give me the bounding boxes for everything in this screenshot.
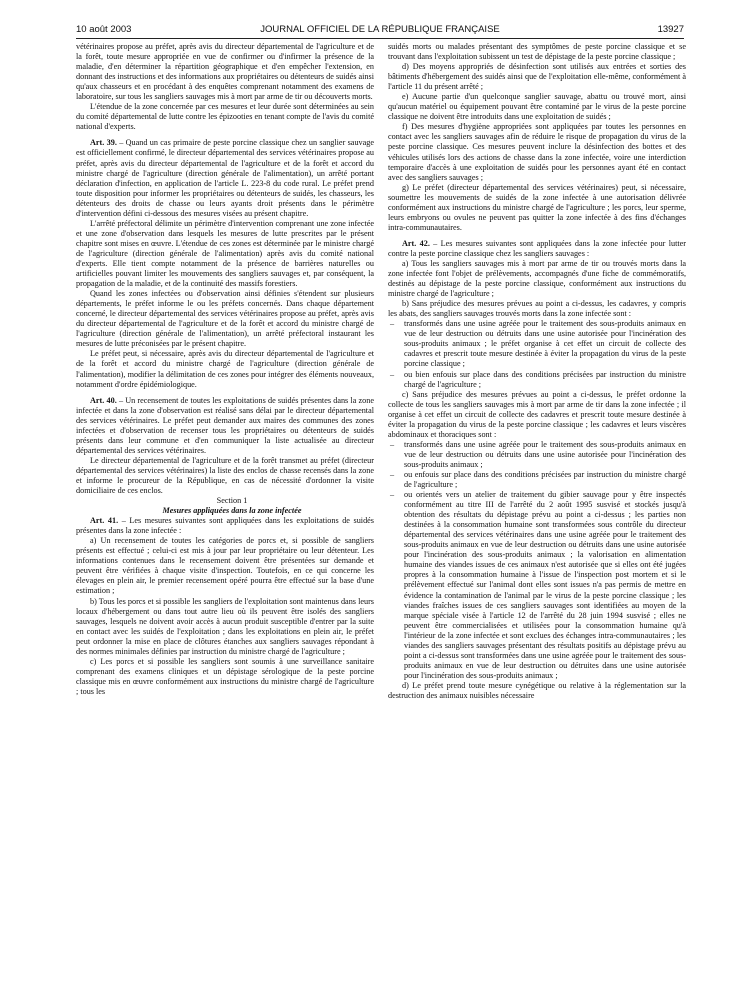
paragraph: L'étendue de la zone concernée par ces mesures et leur durée sont déterminées au sein du comité départemental de lutte contre les épizooties en tenant compte de l'avis du comité national d'experts. (76, 102, 374, 132)
journal-title: JOURNAL OFFICIEL DE LA RÉPUBLIQUE FRANÇAISE (260, 24, 500, 35)
header-rule (76, 38, 684, 39)
paragraph: b) Sans préjudice des mesures prévues au point a ci-dessus, les cadavres, y compris les abats, des sangliers sauvages trouvés morts dans la zone infectée sont : (388, 299, 686, 319)
left-column (76, 42, 374, 977)
article-text: – Un recensement de toutes les exploitations de suidés présentes dans la zone infectée et dans la zone d'observation est réalisé sans délai par le directeur départemental des services vétérinaires. Le préfet peut demander aux maires des communes des zones infectées et d'observation de recenser tous les propriétaires ou détenteurs de suidés présents dans leur commune et d'en communiquer la liste actualisée au directeur départemental des services vétérinaires. (76, 395, 374, 455)
paragraph: Quand les zones infectées ou d'observation ainsi définies s'étendent sur plusieurs départements, le préfet informe le ou les préfets concernés. Dans chaque département concerné, le directeur départemental des services vétérinaires propose au préfet, après avis du directeur départemental de l'agriculture et de la forêt et accord du ministre chargé de l'agriculture (direction générale de l'alimentation), un arrêté préfectoral instaurant les mesures de lutte préconisées par le présent chapitre. (76, 289, 374, 349)
list-item: – transformés dans une usine agréée pour le traitement des sous-produits animaux en vue de leur destruction ou détruits dans une usine autorisée pour l'incinération des sous-produits animaux ; le préfet organise à cet effet un circuit de collecte des cadavres et prescrit toute mesure destinée à éviter la propagation du virus de la peste porcine classique ; (388, 319, 686, 369)
article-label: Art. 41. (90, 516, 119, 526)
article-40 (76, 396, 374, 456)
article-label: Art. 39. (90, 138, 117, 148)
paragraph: d) Des moyens appropriés de désinfection sont utilisés aux entrées et sorties des bâtiments d'hébergement des suidés ainsi que de l'exploitation elle-même, conformément à l'article 11 du présent arrêté ; (388, 62, 686, 92)
article-41 (76, 516, 374, 536)
article-39 (76, 138, 374, 218)
list-item: – transformés dans une usine agréée pour le traitement des sous-produits animaux en vue de leur destruction ou détruits dans une usine autorisée pour l'incinération des sous-produits animaux ; (388, 440, 686, 470)
section-title: Section 1 (216, 496, 248, 506)
article-label: Art. 40. (90, 395, 117, 405)
section-subtitle: Mesures appliquées dans la zone infectée (162, 506, 302, 516)
paragraph: vétérinaires propose au préfet, après avis du directeur départemental de l'agriculture et de la forêt, toute mesure appropriée en vue de confirmer ou d'infirmer la présence de la maladie, d'en déterminer la répartition géographique et d'en empêcher l'extension, en donnant des instructions et des informations aux propriétaires ou détenteurs de suidés ainsi qu'aux chasseurs et en procédant à des enquêtes comprenant notamment des examens de laboratoire, sur tous les sangliers sauvages mis à mort par arme de tir ou découverts morts. (76, 42, 374, 102)
paragraph: c) Les porcs et si possible les sangliers sont soumis à une surveillance sanitaire comprenant des examens cliniques et un dépistage sérologique de la peste porcine classique mis en œuvre conformément aux instructions du ministre chargé de l'agriculture ; tous les (76, 656, 374, 696)
page-header (76, 24, 684, 38)
paragraph: c) Sans préjudice des mesures prévues au point a ci-dessus, le préfet ordonne la collecte de tous les sangliers sauvages mis à mort par arme de tir dans la zone infectée ; il organise à cet effet un circuit de collecte des cadavres et prescrit toute mesure destinée à éviter la propagation du virus de la peste porcine classique ; les cadavres et leurs viscères abdominaux et thoraciques sont : (388, 389, 686, 439)
paragraph: g) Le préfet (directeur départemental des services vétérinaires) peut, si nécessaire, soumettre les mouvements de suidés de la zone infectée à une autorisation délivrée conformément aux instructions du ministre chargé de l'agriculture ; les porcs, leur sperme, leurs embryons ou ovules ne peuvent pas quitter la zone infectée à des fins d'échanges intra-communautaires. (388, 182, 686, 232)
right-column (388, 42, 686, 977)
article-text: – Les mesures suivantes sont appliquées dans les exploitations de suidés présentes dans la zone infectée : (76, 516, 374, 536)
paragraph: a) Un recensement de toutes les catégories de porcs et, si possible de sangliers présents est effectué ; celui-ci est mis à jour par leur propriétaire ou leur détenteur. Les informations contenues dans le recensement doivent être présentées sur demande et peuvent être vérifiées à chaque visite d'inspection. Toutefois, en ce qui concerne les élevages en plein air, le premier recensement opéré pourra être effectué sur la base d'une estimation ; (76, 536, 374, 596)
paragraph: Le directeur départemental de l'agriculture et de la forêt transmet au préfet (directeur départemental des services vétérinaires) la liste des enclos de chasse recensés dans la zone et informe le procureur de la République, en cas de nécessité d'ordonner la visite domiciliaire de ces enclos. (76, 455, 374, 496)
dash-list (388, 319, 686, 389)
paragraph: a) Tous les sangliers sauvages mis à mort par arme de tir ou trouvés morts dans la zone infectée font l'objet de prélèvements, accompagnés d'une fiche de commémoratifs, destinés au dépistage de la peste porcine classique, conformément aux instructions du ministre chargé de l'agriculture ; (388, 258, 686, 299)
paragraph: d) Le préfet prend toute mesure cynégétique ou relative à la réglementation sur la destruction des animaux nuisibles nécessaire (388, 680, 686, 700)
page-number: 13927 (657, 24, 684, 35)
article-text: – Quand un cas primaire de peste porcine classique chez un sanglier sauvage est officiellement confirmé, le directeur départemental des services vétérinaires propose au préfet, après avis du directeur départemental de l'agriculture et de la forêt et accord du ministre chargé de l'agriculture (direction générale de l'alimentation), un arrêté portant déclaration d'infection, en application de l'article L. 223-8 du code rural. Le préfet prend toute disposition pour informer les propriétaires ou détenteurs de suidés, les chasseurs, les détenteurs des droits de chasse ou leurs ayants droit présents dans le périmètre d'intervention défini ci-dessous des mesures visées au présent chapitre. (76, 138, 374, 218)
paragraph: f) Des mesures d'hygiène appropriées sont appliquées par toutes les personnes en contact avec les sangliers sauvages afin de réduire le risque de propagation du virus de la peste porcine classique. Ces mesures peuvent inclure la désinfection des bottes et des véhicules utilisés lors des actions de chasse dans la zone infectée, voire une interdiction temporaire d'accès à une exploitation de suidés pour les personnes ayant été en contact avec des sangliers sauvages ; (388, 122, 686, 182)
paragraph: L'arrêté préfectoral délimite un périmètre d'intervention comprenant une zone infectée et une zone d'observation dans lesquels les mesures de lutte prescrites par le présent chapitre sont mises en œuvre. L'étendue de ces zones est déterminée par le ministre chargé de l'agriculture (direction générale de l'alimentation) après avis du comité national d'experts. Elle tient compte notamment de la présence de barrières naturelles ou artificielles pouvant limiter les mouvements des sangliers sauvages et, par conséquent, la propagation de la maladie, et de la continuité des massifs forestiers. (76, 218, 374, 289)
article-42 (388, 239, 686, 259)
list-item: – ou enfouis sur place dans des conditions précisées par instruction du ministre chargé de l'agriculture ; (388, 470, 686, 490)
paragraph: e) Aucune partie d'un quelconque sanglier sauvage, abattu ou trouvé mort, ainsi qu'aucun matériel ou équipement pouvant être contaminé par le virus de la peste porcine classique ne doivent être introduits dans une exploitation de suidés ; (388, 92, 686, 122)
list-item: – ou bien enfouis sur place dans des conditions précisées par instruction du ministre chargé de l'agriculture ; (388, 370, 686, 390)
paragraph: suidés morts ou malades présentant des symptômes de peste porcine classique et se trouvant dans l'exploitation subissent un test de dépistage de la peste porcine classique ; (388, 42, 686, 62)
dash-list (388, 440, 686, 681)
article-text: – Les mesures suivantes sont appliquées dans la zone infectée pour lutter contre la peste porcine classique chez les sangliers sauvages : (388, 238, 686, 258)
article-label: Art. 42. (402, 238, 430, 248)
issue-date: 10 août 2003 (76, 24, 132, 35)
paragraph: Le préfet peut, si nécessaire, après avis du directeur départemental de l'agriculture et de la forêt et accord du ministre chargé de l'agriculture (direction générale de l'alimentation), modifier la délimitation de ces zones pour intégrer des éléments nouveaux, notamment d'ordre épidémiologique. (76, 349, 374, 389)
list-item: – ou orientés vers un atelier de traitement du gibier sauvage pour y être inspectés conformément au titre III de l'arrêté du 2 août 1995 susvisé et stockés jusqu'à obtention des résultats du dépistage prévu au point a ci-dessus ; les parties non destinées à la consommation humaine sont transformées sous contrôle du directeur départemental des services vétérinaires dans une usine agréée pour le traitement des sous-produits animaux en vue de leur destruction ou détruits dans une usine autorisée pour l'incinération des sous-produits animaux ; la valorisation en alimentation humaine des viandes issues de ces animaux n'est autorisée que si elles ont été jugées propres à la consommation humaine à l'issue de l'inspection post mortem et si le prélèvement effectué sur l'animal dont elles sont issues n'a pas permis de mettre en évidence la contamination de l'animal par le virus de la peste porcine classique ; les viandes fraîches issues de ces sangliers sauvages sont identifiées au moyen de la marque spéciale visée à l'article 12 de l'arrêté du 28 juin 1994 susvisé ; elles ne peuvent être commercialisées et utilisées pour la consommation humaine qu'à l'intérieur de la zone infectée et sont exclues des échanges intra-communautaires ; les viandes des sangliers sauvages présentant des résultats positifs au dépistage prévu au point a ci-dessus sont transformées dans une usine agréée pour le traitement des sous-produits animaux en vue de leur destruction ou détruites dans une usine autorisée pour l'incinération des sous-produits animaux ; (388, 490, 686, 681)
paragraph: b) Tous les porcs et si possible les sangliers de l'exploitation sont maintenus dans leurs locaux d'hébergement ou dans tout autre lieu où ils peuvent être isolés des sangliers sauvages, lesquels ne doivent avoir accès à aucun produit susceptible d'entrer par la suite en contact avec les suidés de l'exploitation ; dans les exploitations en plein air, le préfet peut ordonner la mise en place de clôtures étanches aux sangliers sauvages répondant à des normes minimales définies par instruction du ministre chargé de l'agriculture ; (76, 596, 374, 656)
